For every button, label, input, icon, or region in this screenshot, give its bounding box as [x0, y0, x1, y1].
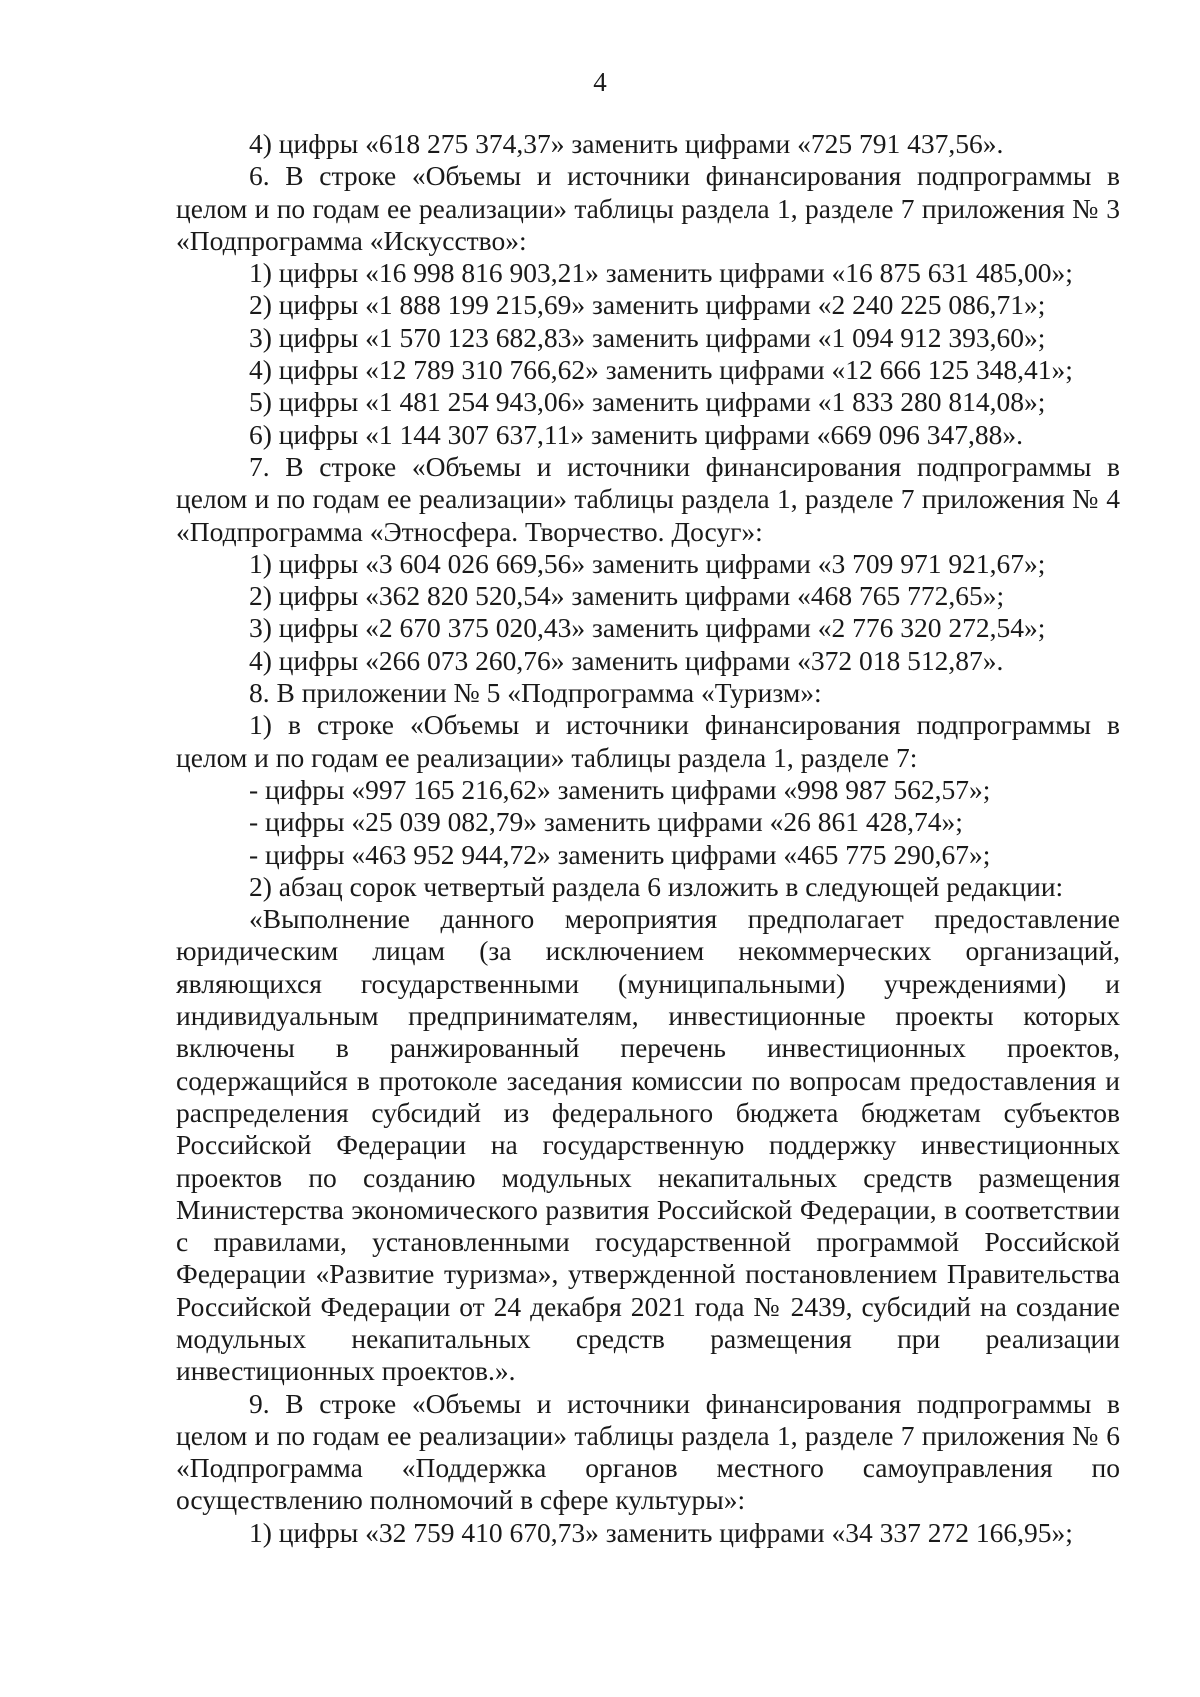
paragraph-item-3: 3) цифры «1 570 123 682,83» заменить цифрами «1 094 912 393,60»;: [249, 321, 1046, 353]
paragraph-item-1: 1) цифры «16 998 816 903,21» заменить цифрами «16 875 631 485,00»;: [249, 257, 1073, 289]
document-body: [176, 128, 1120, 1549]
paragraph-section-6: 6. В строке «Объемы и источники финансирования подпрограммы в целом и по годам ее реализации» таблицы раздела 1, разделе 7 приложения № 3 «Подпрограмма «Искусство»:: [176, 160, 1120, 256]
paragraph-item-1: 1) цифры «32 759 410 670,73» заменить цифрами «34 337 272 166,95»;: [249, 1516, 1073, 1548]
page-number: 4: [593, 67, 607, 97]
paragraph-quoted-text: «Выполнение данного мероприятия предполагает предоставление юридическим лицам (за исключением некоммерческих организаций, являющихся государственными (муниципальными) учреждениями) и индивидуальным предпринимателям, инвестиционные проекты которых включены в ранжированный перечень инвестиционных проектов, содержащийся в протоколе заседания комиссии по вопросам предоставления и распределения субсидий из федерального бюджета бюджетам субъектов Российской Федерации на государственную поддержку инвестиционных проектов по созданию модульных некапитальных средств размещения Министерства экономического развития Российской Федерации, в соответствии с правилами, установленными государственной программой Российской Федерации «Развитие туризма», утвержденной постановлением Правительства Российской Федерации от 24 декабря 2021 года № 2439, субсидий на создание модульных некапитальных средств размещения при реализации инвестиционных проектов.».: [176, 903, 1120, 1387]
paragraph-section-7: 7. В строке «Объемы и источники финансирования подпрограммы в целом и по годам ее реализации» таблицы раздела 1, разделе 7 приложения № 4 «Подпрограмма «Этносфера. Творчество. Досуг»:: [176, 450, 1120, 547]
paragraph-item-3: 3) цифры «2 670 375 020,43» заменить цифрами «2 776 320 272,54»;: [249, 612, 1046, 644]
paragraph-item-4: 4) цифры «266 073 260,76» заменить цифрами «372 018 512,87».: [249, 644, 1004, 676]
paragraph-dash-item: - цифры «25 039 082,79» заменить цифрами «26 861 428,74»;: [249, 806, 963, 838]
paragraph-item-6: 6) цифры «1 144 307 637,11» заменить цифрами «669 096 347,88».: [249, 418, 1023, 450]
paragraph-item-2: 2) цифры «1 888 199 215,69» заменить цифрами «2 240 225 086,71»;: [249, 289, 1046, 321]
paragraph-dash-item: - цифры «997 165 216,62» заменить цифрами «998 987 562,57»;: [249, 773, 991, 805]
paragraph-section-9: 9. В строке «Объемы и источники финансирования подпрограммы в целом и по годам ее реализации» таблицы раздела 1, разделе 7 приложения № 6 «Подпрограмма «Поддержка органов местного самоуправления по осуществлению полномочий в сфере культуры»:: [176, 1387, 1120, 1516]
paragraph-item-4: 4) цифры «618 275 374,37» заменить цифрами «725 791 437,56».: [249, 128, 1004, 159]
paragraph-item-2: 2) цифры «362 820 520,54» заменить цифрами «468 765 772,65»;: [249, 580, 1005, 612]
paragraph-dash-item: - цифры «463 952 944,72» заменить цифрами «465 775 290,67»;: [249, 838, 991, 870]
paragraph-item-1: 1) цифры «3 604 026 669,56» заменить цифрами «3 709 971 921,67»;: [249, 547, 1046, 579]
paragraph-item-4: 4) цифры «12 789 310 766,62» заменить цифрами «12 666 125 348,41»;: [249, 354, 1073, 386]
paragraph-item-2: 2) абзац сорок четвертый раздела 6 изложить в следующей редакции:: [249, 870, 1064, 902]
paragraph-item-1: 1) в строке «Объемы и источники финансирования подпрограммы в целом и по годам ее реализации» таблицы раздела 1, разделе 7:: [176, 709, 1120, 773]
paragraph-section-8: 8. В приложении № 5 «Подпрограмма «Туризм»:: [249, 677, 822, 709]
paragraph-item-5: 5) цифры «1 481 254 943,06» заменить цифрами «1 833 280 814,08»;: [249, 386, 1046, 418]
